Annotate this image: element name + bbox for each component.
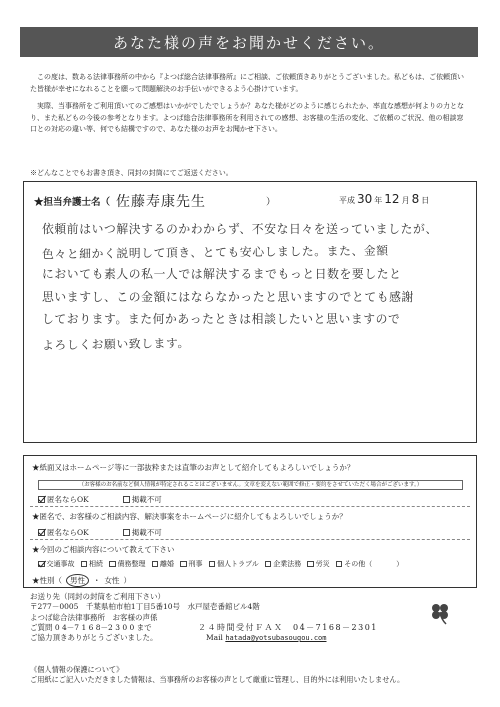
mail-address-link[interactable]: hatada@yotsubasougou.com [225,634,327,642]
topic-label: 相続 [89,560,103,568]
mail-line [206,633,327,642]
topic-label: 交通事故 [46,560,75,568]
intro-paragraph-1: この度は、数ある法律事務所の中から『よつば総合法律事務所』にご相談、ご依頼頂きありがとうございました。私どもは、ご依頼頂いた皆様が幸せになれることを願って問題解決のお手伝いができるよう心掛けています。 [30,73,464,93]
date-month-unit: 月 [401,196,410,205]
topic-checkbox[interactable] [152,561,159,568]
publish-decline-label: 掲載不可 [131,495,162,504]
date-year: 30 [357,192,373,206]
send-to-label: お送り先（同封の封筒をご利用下さい） [30,592,165,601]
topic-label: その他（ [344,560,373,568]
clover-icon [427,600,453,626]
case-share-options [38,527,162,538]
topic-checkbox[interactable] [336,561,343,568]
gender-female-option[interactable]: 女性 [104,576,120,585]
date-month: 12 [384,192,400,206]
intro-paragraph-2: 実際、当事務所をご利用頂いてのご感想はいかがでしたでしょうか？あなた様がどのように感じられたか、率直な感想が何よりの力となり、また私どもの今後の参考となります。よつば総合法律事務所を利用されての感想、お客様の生活の変化、ご依頼のご状況、他の相談窓口との対応の違い等、何でも結構ですので、あなた様のお声をお聞かせ下さい。 [30,102,464,133]
mail-label: Mail [206,633,226,642]
fax-number: ２４時間受付ＦＡＸ 04－7168－2301 [198,623,378,632]
thanks-text: ご協力頂きありがとうございました。 [30,633,158,643]
question-case-share: ★匿名で、お客様のご相談内容、解決事案をホームページに紹介してもよろしいでしょうか？ [32,512,347,521]
handwritten-message [42,218,467,353]
message-line: 思いますし、この金額にはならなかったと思いますのでとても感謝 [42,289,414,304]
lawyer-name: 佐藤寿康先生 [116,194,207,210]
topic-label: 刑事 [188,560,203,568]
divider [30,506,470,507]
divider [30,539,470,540]
privacy-text: ご用紙にご記入いただきました情報は、当事務所のお客様の声として厳重に管理し、目的外には利用いたしません。 [30,675,405,684]
topic-checkbox[interactable] [209,561,216,568]
office-address: 〒277－0005 千葉県柏市柏1丁目5番10号 水戸屋壱番館ビル4階 [30,602,260,612]
lawyer-paren-close: ） [266,197,276,208]
message-line: 色々と細かく説明して頂き、とても安心しました。また、金額 [41,243,389,261]
message-line: しております。また何かあったときは相談したいと思いますので [42,312,401,326]
topic-checkbox[interactable] [81,561,88,568]
topic-label: 企業法務 [273,560,302,568]
topic-label: 個人トラブル [217,560,259,568]
case-anonymous-checkbox[interactable] [38,529,45,536]
date-year-unit: 年 [374,196,383,205]
topic-checkbox[interactable] [109,561,116,568]
publish-anonymous-checkbox[interactable] [38,496,45,503]
header-title: あなた様の声をお聞かせください。 [20,27,478,57]
lawyer-label: ★担当弁護士名（ [34,197,111,208]
case-decline-label: 掲載不可 [131,528,162,537]
topic-checkbox[interactable] [307,561,314,568]
privacy-hint: （お客様のお名前など個人情報が特定されることはございません。文章を変えない範囲で修正・要約をさせていただく場合がございます。） [38,480,463,490]
message-line: においても素人の私一人では解決するまでもっと日数を要したと [42,267,402,281]
topic-paren-close: ） [396,560,404,568]
date-era: 平成 [339,196,355,205]
publish-options [38,494,162,505]
publish-decline-checkbox[interactable] [123,496,130,503]
topic-checkbox[interactable] [265,561,272,568]
date-day-unit: 日 [421,196,430,205]
date-day: 8 [411,192,420,206]
office-phone: ご質問 0 4－7 1 6 8－2 3 0 0 まで [30,622,152,632]
question-case-type: ★今回のご相談内容について教えて下さい [32,545,175,554]
testimonial-box [23,181,477,443]
date-line [339,192,429,206]
gender-separator: ・ [93,576,101,585]
gender-paren-close: ） [123,576,131,585]
office-name: よつば総合法律事務所 お客様の声係 [30,612,158,622]
case-decline-checkbox[interactable] [123,529,130,536]
topic-checkbox[interactable] [180,561,187,568]
topic-checkbox[interactable] [38,561,45,568]
gender-male-option[interactable]: 男性 [66,574,89,587]
lawyer-line [34,191,276,211]
topic-label: 債務整理 [117,560,146,568]
topic-label: 離婚 [160,560,174,568]
message-line: 依頼前はいつ解決するのかわからず、不安な日々を送っていましたが、 [42,222,438,236]
publish-anonymous-label: 匿名ならOK [47,495,89,504]
case-type-options [38,559,403,569]
gender-label: ★性別（ [32,576,62,585]
topic-label: 労災 [315,560,330,568]
question-publish: ★紙面又はホームページ等に一部抜粋または直筆のお声として紹介してもよろしいでしょうか？ [32,463,355,472]
privacy-note [30,665,475,685]
survey-box [23,455,477,588]
message-line: よろしくお願い致します。 [41,335,190,352]
privacy-title: 《個人情報の保護について》 [30,665,124,674]
case-anonymous-label: 匿名ならOK [47,528,89,537]
return-note: ※どんなことでもお書き頂き、同封の封筒にてご返送ください。 [30,169,233,177]
gender-line [32,574,131,587]
